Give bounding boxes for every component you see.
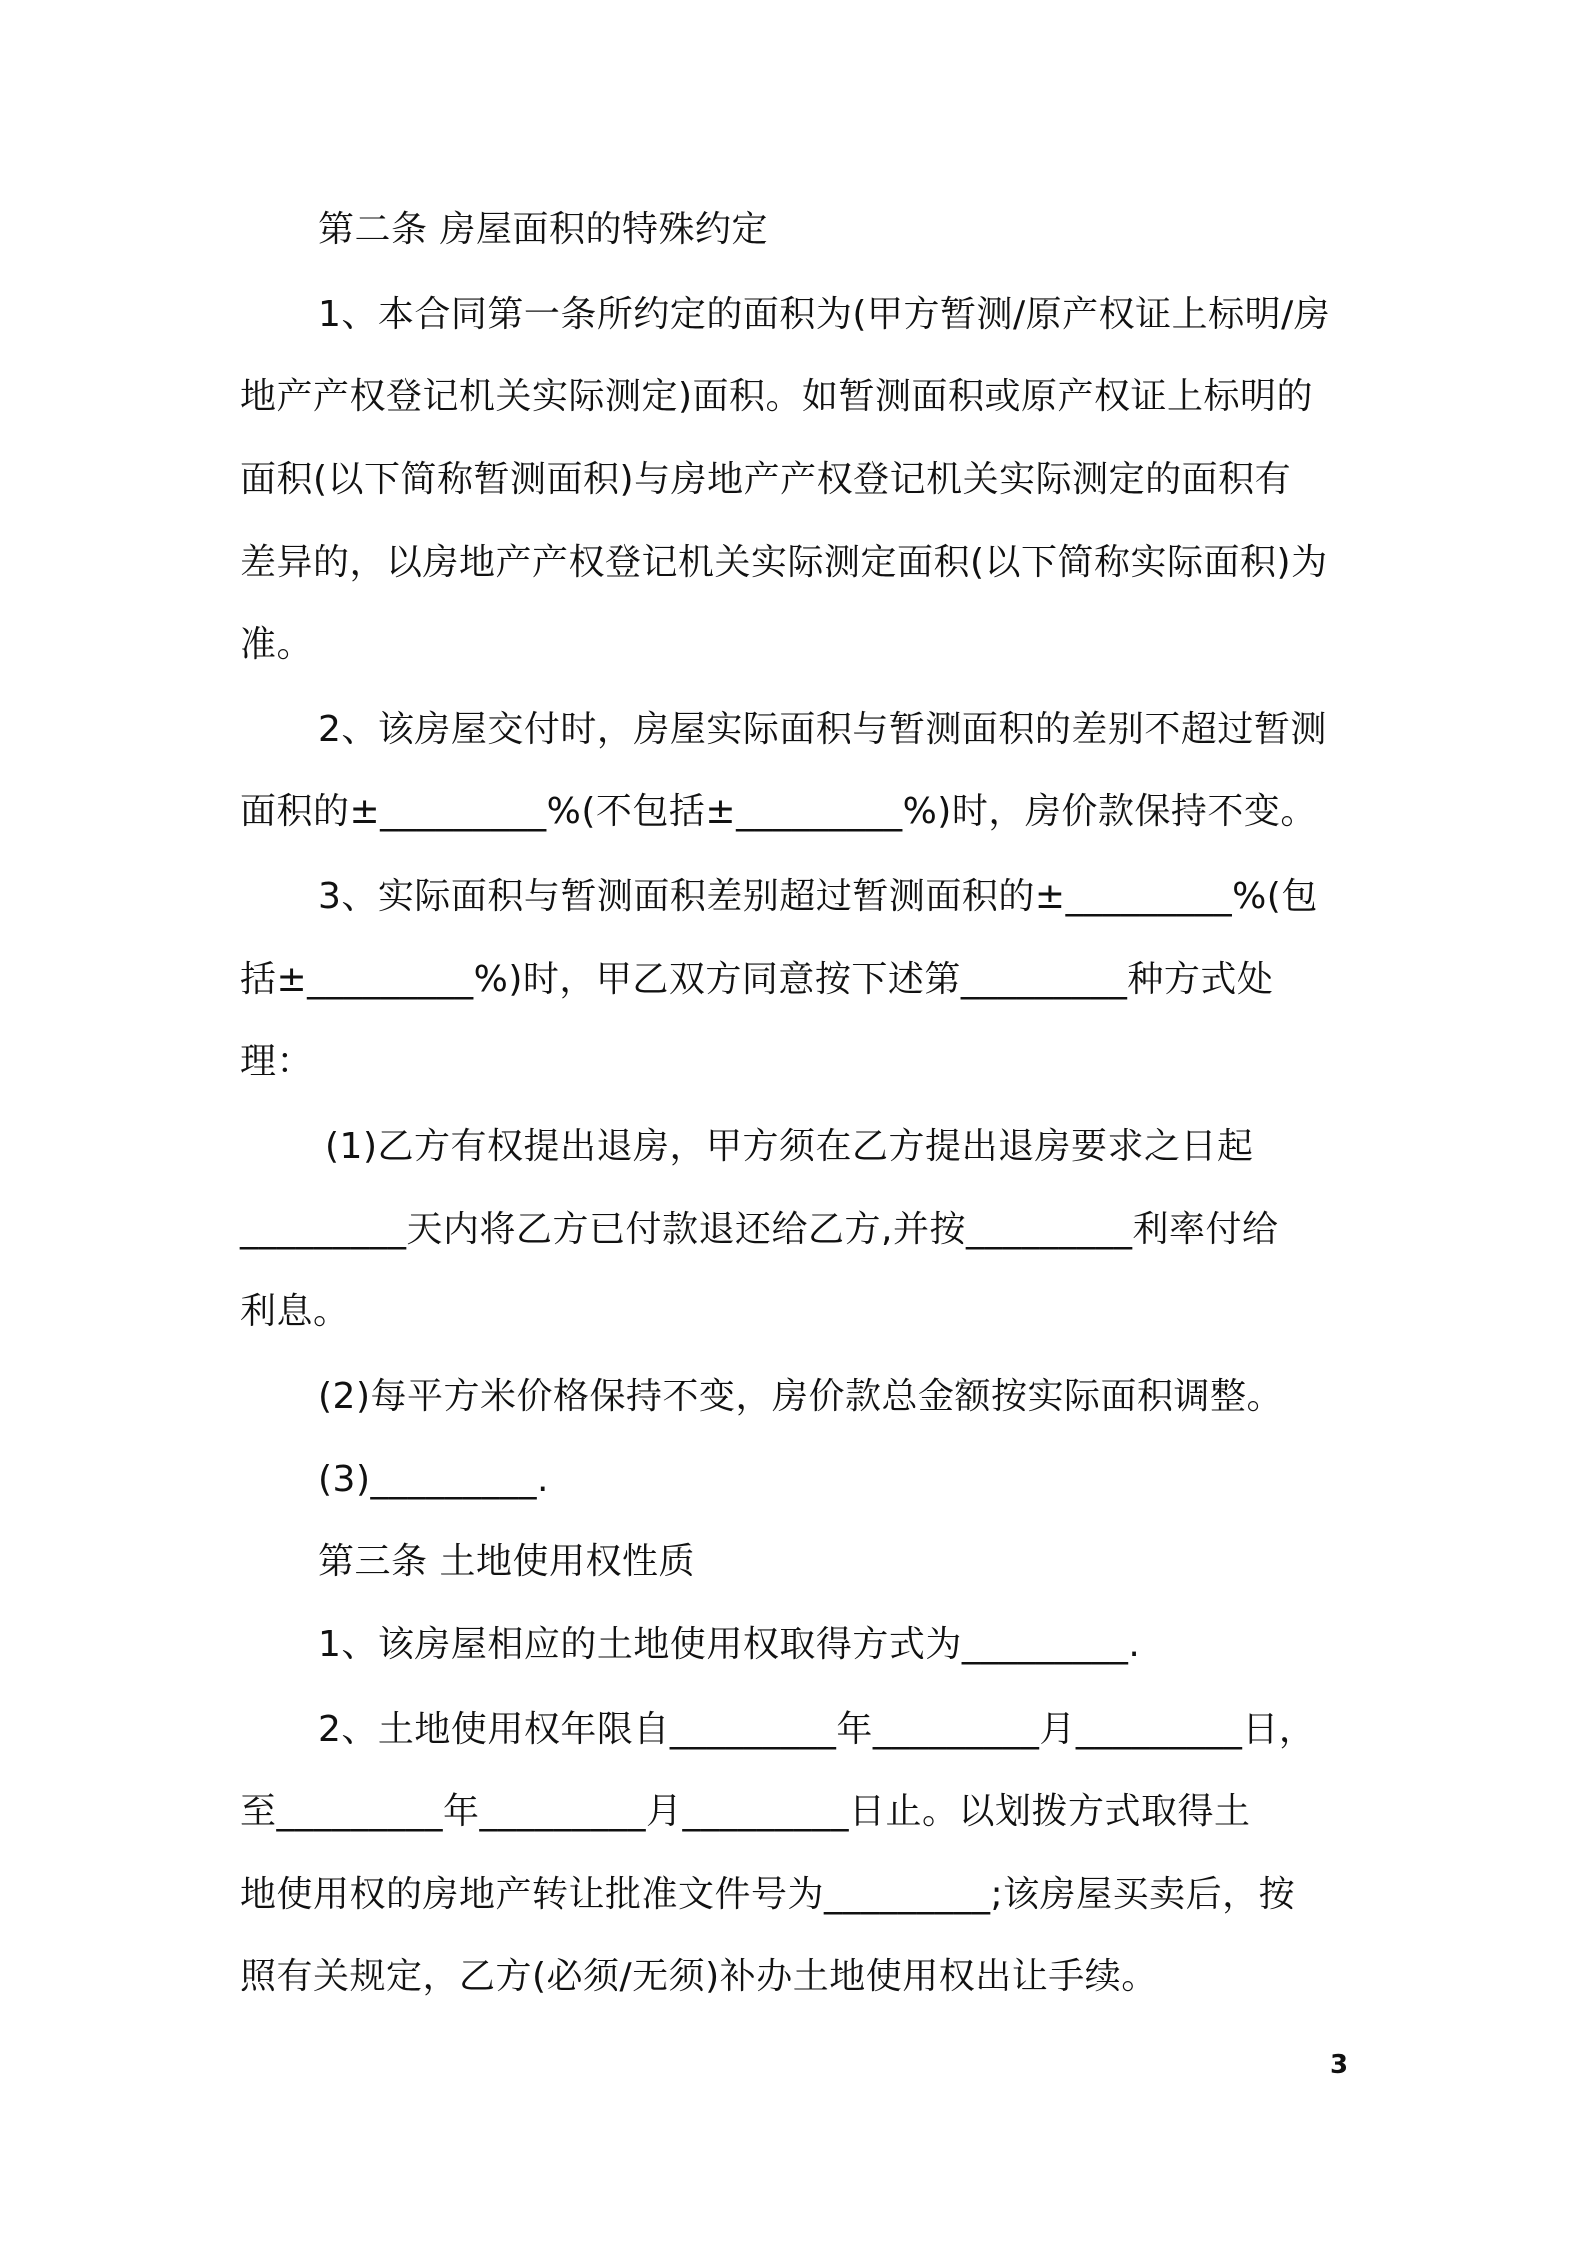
paragraph-line: (3)_________.	[318, 1459, 549, 1500]
article-2-heading: 第二条 房屋面积的特殊约定	[318, 209, 768, 250]
paragraph-line: (1)乙方有权提出退房，甲方须在乙方提出退房要求之日起	[325, 1126, 1254, 1167]
paragraph-line: 括±_________%)时，甲乙双方同意按下述第_________种方式处	[240, 959, 1274, 1000]
article-3-heading: 第三条 土地使用权性质	[318, 1541, 695, 1582]
paragraph-line: _________天内将乙方已付款退还给乙方,并按_________利率付给	[240, 1209, 1279, 1250]
page-number: 3	[1330, 2050, 1349, 2080]
paragraph-line: 3、实际面积与暂测面积差别超过暂测面积的±_________%(包	[318, 876, 1318, 917]
paragraph-line: 2、该房屋交付时，房屋实际面积与暂测面积的差别不超过暂测	[318, 709, 1327, 750]
paragraph-line: 面积的±_________%(不包括±_________%)时，房价款保持不变。	[240, 791, 1317, 832]
paragraph-line: 地使用权的房地产转让批准文件号为_________;该房屋买卖后，按	[240, 1874, 1296, 1915]
paragraph-line: 差异的，以房地产产权登记机关实际测定面积(以下简称实际面积)为	[240, 542, 1328, 583]
paragraph-line: 照有关规定，乙方(必须/无须)补办土地使用权出让手续。	[240, 1956, 1158, 1997]
paragraph-line: 1、该房屋相应的土地使用权取得方式为_________.	[318, 1624, 1141, 1665]
paragraph-line: 2、土地使用权年限自_________年_________月_________日，	[318, 1709, 1316, 1750]
paragraph-line: 面积(以下简称暂测面积)与房地产产权登记机关实际测定的面积有	[240, 459, 1292, 500]
paragraph-line: 准。	[240, 624, 314, 665]
paragraph-line: 地产产权登记机关实际测定)面积。如暂测面积或原产权证上标明的	[240, 376, 1314, 417]
paragraph-line: 至_________年_________月_________日止。以划拨方式取得土	[240, 1791, 1251, 1832]
paragraph-line: 理：	[240, 1041, 314, 1082]
paragraph-line: (2)每平方米价格保持不变，房价款总金额按实际面积调整。	[318, 1376, 1283, 1417]
paragraph-line: 1、本合同第一条所约定的面积为(甲方暂测/原产权证上标明/房	[318, 294, 1331, 335]
paragraph-line: 利息。	[240, 1291, 350, 1332]
